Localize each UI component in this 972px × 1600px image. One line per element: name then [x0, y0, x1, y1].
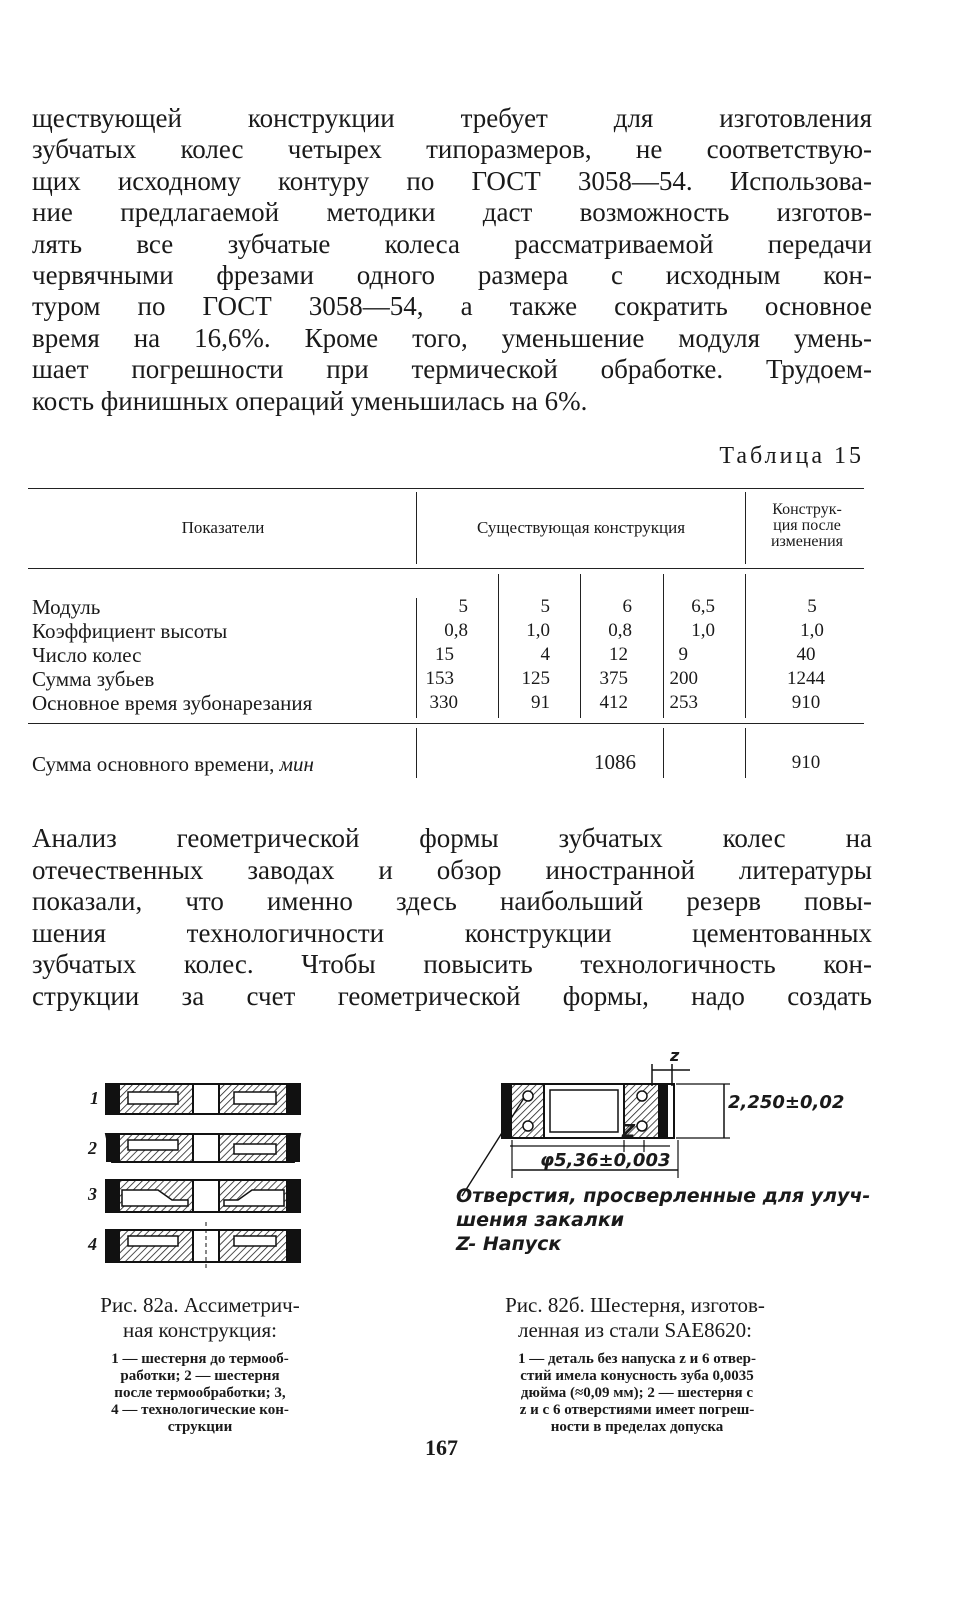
text-line: показали, что именно здесь наибольший резерв повы- [32, 886, 872, 917]
fig-number-2: 2 [88, 1138, 97, 1158]
table-cell: 253 [669, 692, 698, 713]
table-cell: 153 [425, 668, 454, 689]
fig-number-3: 3 [88, 1184, 97, 1204]
table-caption: Таблица 15 [719, 443, 864, 469]
table-divider [745, 492, 746, 564]
header-modified-line: изменения [770, 533, 844, 550]
figure-82a-caption-title [55, 1293, 345, 1343]
header-modified-line: Конструк- [772, 501, 842, 518]
table-cell: 1,0 [691, 620, 715, 641]
dim-diameter: φ5,36±0,003 [540, 1150, 671, 1171]
text-line: Анализ геометрической формы зубчатых колес на [32, 823, 872, 853]
figure-82a-drawing [88, 1072, 318, 1272]
text-line: червячными фрезами одного размера с исходным кон- [32, 260, 872, 291]
caption-line: 4 — технологические кон- [111, 1402, 289, 1418]
text-line: время на 16,6%. Кроме того, уменьшение модуля умень- [32, 322, 872, 353]
dim-z: Z [622, 1121, 636, 1142]
table-rule [28, 568, 864, 569]
figure-82a-caption-body [60, 1351, 340, 1436]
header-modified-line: ция после [773, 517, 841, 534]
table-cell: 0,8 [444, 620, 468, 641]
caption-line: 1 — шестерня до термооб- [111, 1351, 289, 1367]
caption-line: 1 — деталь без напуска z и 6 отвер- [517, 1351, 757, 1367]
caption-line: ленная из стали SAE8620: [517, 1318, 753, 1342]
total-label-text: Сумма основного времени, [32, 752, 275, 776]
row-label-height-coef: Коэффициент высоты [32, 619, 228, 643]
header-indicators: Показатели [181, 518, 265, 537]
table-cell: 5 [807, 596, 817, 617]
text-line: отечественных заводах и обзор иностранной литературы [32, 854, 872, 885]
table-cell: 5 [458, 596, 468, 617]
figure-82b-caption-title [430, 1293, 840, 1343]
handwritten-note [456, 1184, 870, 1256]
gear-section-1 [106, 1084, 300, 1114]
total-label [32, 752, 314, 777]
note-line: Отверстия, просверленные для улуч- [456, 1185, 871, 1207]
text-line: струкции за счет геометрической формы, надо создать [32, 980, 872, 1011]
gear-sections-drawing [88, 1072, 318, 1272]
caption-line: дюйма (≈0,09 мм); 2 — шестерня с [520, 1385, 754, 1401]
caption-line: Рис. 82б. Шестерня, изготов- [505, 1293, 765, 1317]
table-cell: 0,8 [608, 620, 632, 641]
table-cell: 412 [599, 692, 628, 713]
caption-line: ная конструкция: [123, 1318, 277, 1342]
text-line: зубчатых колес четырех типоразмеров, не соответствую- [32, 134, 872, 165]
table-cell: 40 [796, 644, 816, 665]
note-line: Z- Напуск [456, 1233, 562, 1255]
row-label-gear-count: Число колес [32, 643, 142, 667]
table-cell: 125 [521, 668, 550, 689]
table-cell: 200 [669, 668, 698, 689]
dim-z-top: z [670, 1046, 680, 1065]
table-cell: 1244 [787, 668, 825, 689]
table-rule [28, 488, 864, 489]
paragraph-1 [32, 103, 872, 417]
table-cell: 330 [429, 692, 458, 713]
table-divider [745, 574, 746, 718]
caption-line: струкции [167, 1419, 233, 1435]
table-cell: 6 [622, 596, 632, 617]
table-cell: 5 [540, 596, 550, 617]
text-line: ние предлагаемой методики даст возможность изготов- [32, 197, 872, 228]
table-divider [416, 728, 417, 778]
caption-line: работки; 2 — шестерня [120, 1368, 280, 1384]
text-line: щих исходному контуру по ГОСТ 3058—54. Использова- [32, 165, 872, 196]
figure-82b-caption-body [432, 1351, 842, 1436]
caption-line: после термообработки; 3, [114, 1385, 286, 1401]
page-number: 167 [425, 1435, 458, 1460]
table-rule [28, 723, 864, 724]
row-label-teeth-sum: Сумма зубьев [32, 667, 155, 691]
gear-section-2 [106, 1134, 300, 1162]
fig-number-4: 4 [88, 1234, 97, 1254]
table-cell: 910 [791, 692, 821, 713]
text-line: кость финишных операций уменьшилась на 6%. [32, 385, 588, 416]
table-divider [745, 728, 746, 778]
caption-line: Рис. 82а. Ассиметрич- [100, 1293, 300, 1317]
fig-number-1: 1 [90, 1088, 99, 1108]
table-divider [416, 492, 417, 564]
total-existing: 1086 [594, 750, 636, 774]
table-cell: 15 [435, 644, 454, 665]
table-cell: 1,0 [800, 620, 824, 641]
total-unit: мин [279, 752, 314, 776]
text-line: лять все зубчатые колеса рассматриваемой передачи [32, 228, 872, 259]
table-cell: 1,0 [526, 620, 550, 641]
table-cell: 4 [540, 644, 550, 665]
text-line: ществующей конструкции требует для изготовления [32, 103, 872, 133]
text-line: туром по ГОСТ 3058—54, а также сократить основное [32, 291, 872, 322]
caption-line: z и с 6 отверстиями имеет погреш- [519, 1402, 755, 1418]
total-modified: 910 [791, 752, 821, 773]
text-line: шения технологичности конструкции цементованных [32, 917, 872, 948]
note-line: шения закалки [456, 1209, 625, 1231]
table-divider [663, 728, 664, 778]
gear-section-3 [106, 1180, 300, 1212]
text-line: шает погрешности при термической обработке. Трудоем- [32, 354, 872, 385]
row-label-cutting-time: Основное время зубонарезания [32, 691, 313, 715]
table-cell: 9 [678, 644, 688, 665]
table-cell: 6,5 [691, 596, 715, 617]
header-existing: Существующая конструкция [476, 518, 686, 537]
table-cell: 91 [531, 692, 550, 713]
row-label-module: Модуль [32, 595, 101, 619]
caption-line: стий имела конусность зуба 0,0035 [520, 1368, 754, 1384]
paragraph-2 [32, 823, 872, 1013]
gear-section-4 [106, 1222, 300, 1268]
table-cell: 12 [609, 644, 628, 665]
dim-height: 2,250±0,02 [728, 1092, 845, 1113]
text-line: зубчатых колес. Чтобы повысить технологичность кон- [32, 949, 872, 980]
table-cell: 375 [599, 668, 628, 689]
caption-line: ности в пределах допуска [550, 1419, 724, 1435]
header-modified [750, 502, 864, 550]
